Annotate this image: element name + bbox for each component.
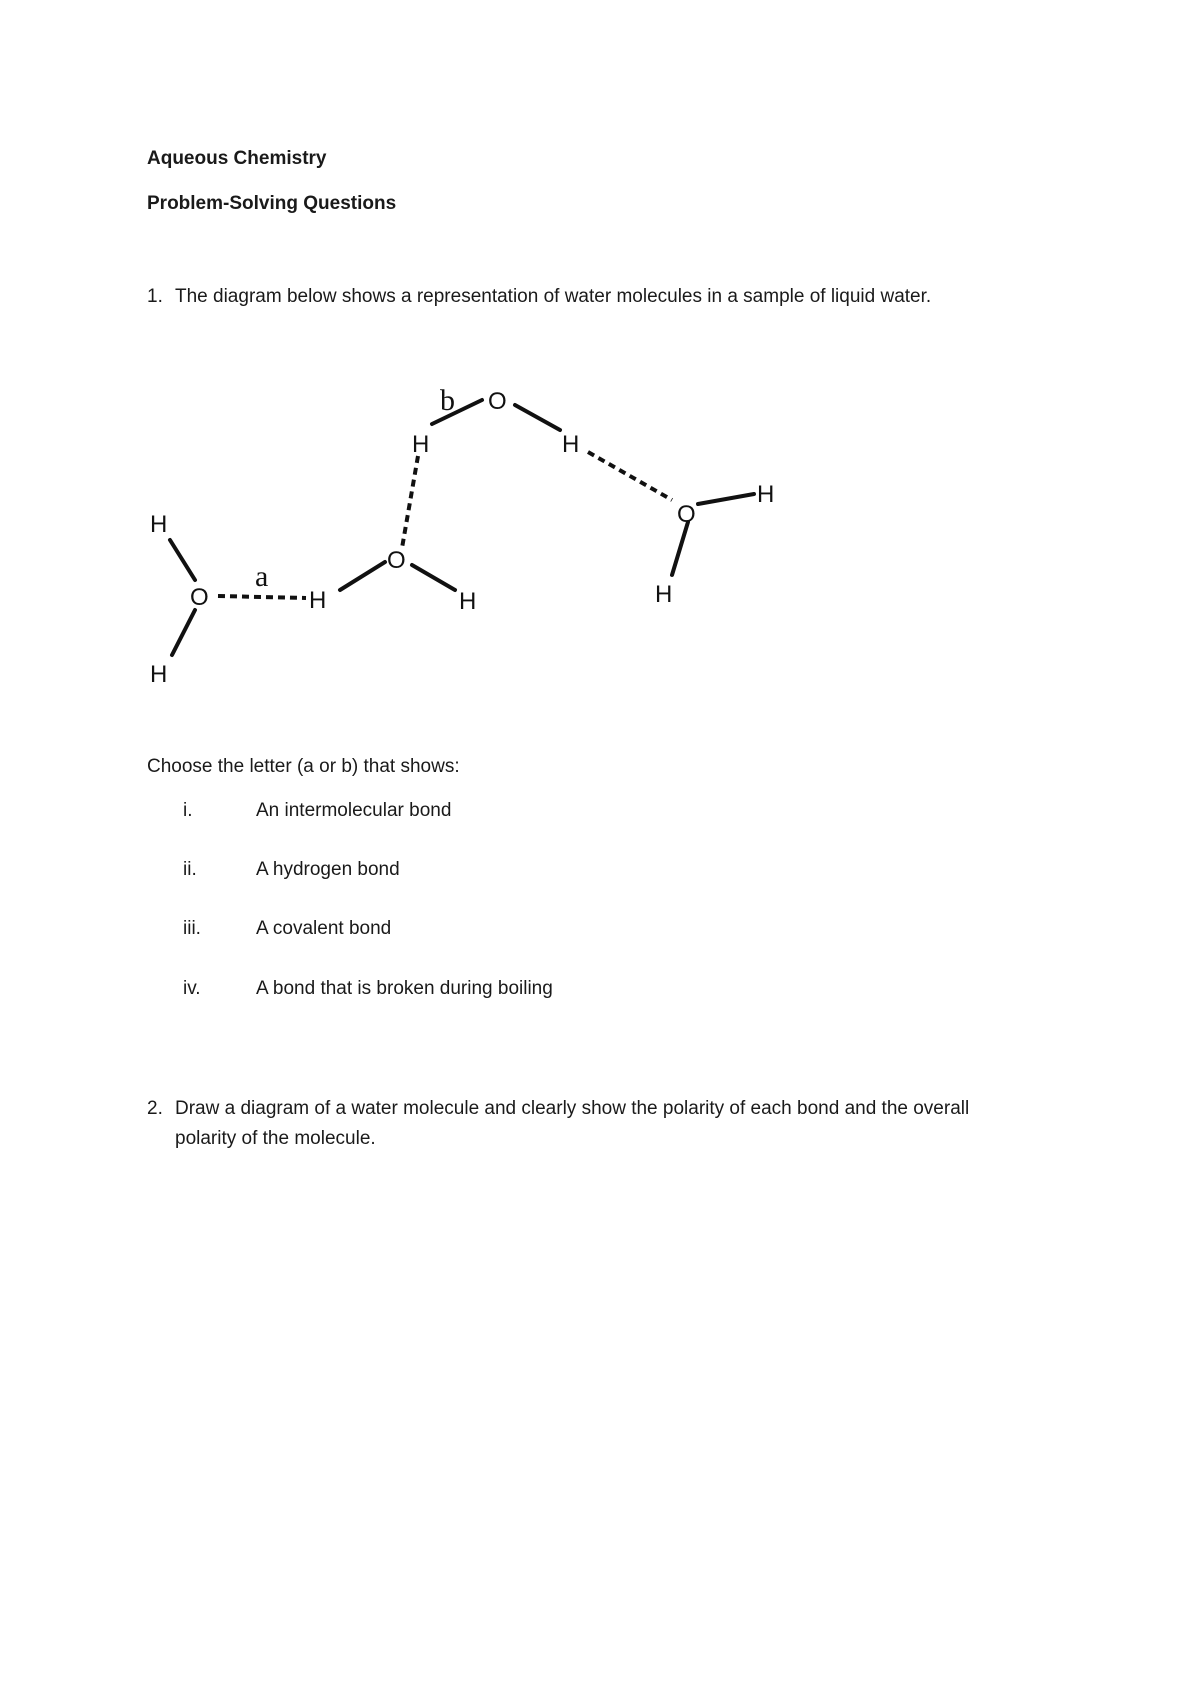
hydrogen-bond [402, 456, 418, 548]
atom-o: O [488, 388, 507, 415]
hydrogen-bond-a [218, 596, 306, 598]
question-2-text-line2: polarity of the molecule. [175, 1128, 376, 1149]
water-molecules-diagram [0, 0, 1200, 700]
atom-h: H [757, 481, 775, 508]
item-text: A bond that is broken during boiling [256, 978, 553, 999]
covalent-bond [698, 494, 754, 504]
question-2-number: 2. [147, 1098, 163, 1119]
question-1-text: The diagram below shows a representation of water molecules in a sample of liquid water. [175, 286, 932, 307]
atom-h: H [309, 587, 327, 614]
question-prompt: Choose the letter (a or b) that shows: [147, 756, 460, 777]
atom-h: H [150, 661, 168, 688]
item-number: i. [183, 800, 193, 821]
atom-h: H [150, 511, 168, 538]
question-1-number: 1. [147, 286, 163, 307]
label-b: b [440, 384, 455, 417]
atom-o: O [190, 584, 209, 611]
covalent-bond [515, 405, 560, 430]
item-number: iv. [183, 978, 201, 999]
item-number: iii. [183, 918, 201, 939]
atom-h: H [412, 431, 430, 458]
page-subtitle: Problem-Solving Questions [147, 193, 397, 214]
page-title: Aqueous Chemistry [147, 148, 327, 169]
label-a: a [255, 560, 269, 593]
covalent-bond [170, 540, 195, 580]
atom-o: O [387, 547, 406, 574]
hydrogen-bond [588, 452, 672, 500]
question-2-text-line1: Draw a diagram of a water molecule and clearly show the polarity of each bond and the overall [175, 1098, 970, 1119]
covalent-bond [172, 610, 195, 655]
atom-h: H [562, 431, 580, 458]
covalent-bond [340, 562, 385, 590]
item-text: An intermolecular bond [256, 800, 452, 821]
atom-h: H [655, 581, 673, 608]
atom-h: H [459, 588, 477, 615]
covalent-bond [672, 522, 688, 575]
item-text: A hydrogen bond [256, 859, 400, 880]
item-number: ii. [183, 859, 197, 880]
item-text: A covalent bond [256, 918, 392, 939]
atom-o: O [677, 501, 696, 528]
covalent-bond [412, 565, 455, 590]
